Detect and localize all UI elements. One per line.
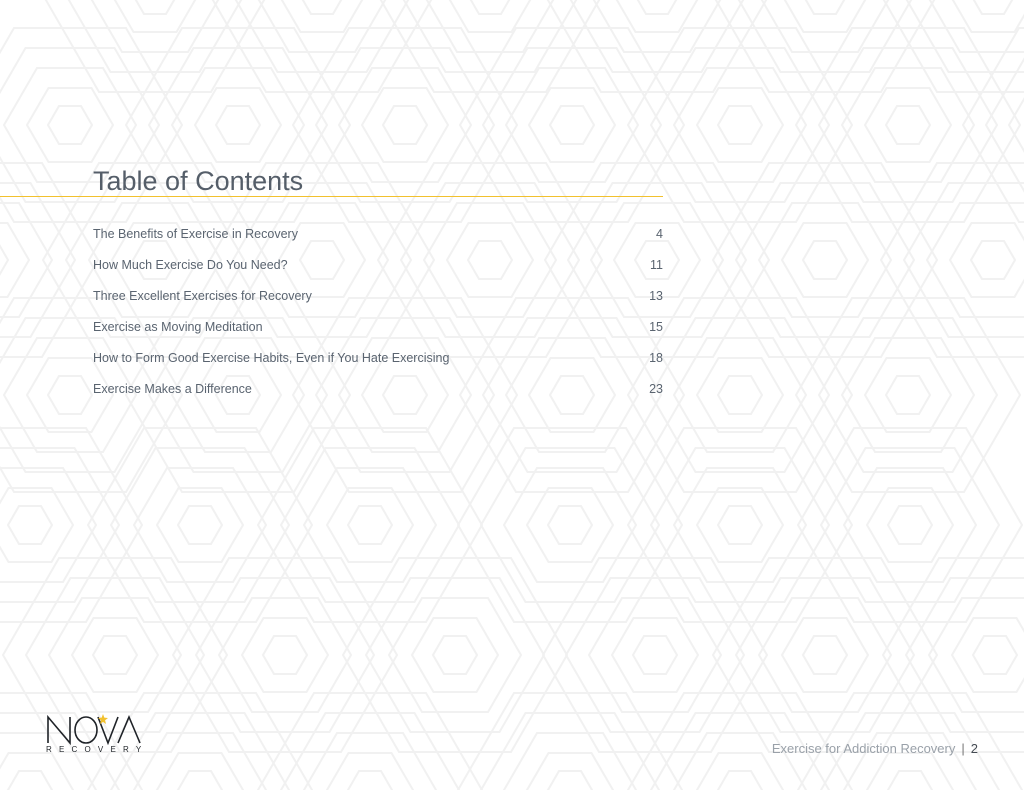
- toc-entry[interactable]: [93, 311, 663, 342]
- toc-entry[interactable]: [93, 218, 663, 249]
- footer-document-title: Exercise for Addiction Recovery: [771, 741, 956, 756]
- toc-entry[interactable]: [93, 373, 663, 404]
- toc-entry-title: Exercise as Moving Meditation: [93, 319, 263, 334]
- toc-entry-title: Three Excellent Exercises for Recovery: [93, 288, 312, 303]
- toc-entry-page: 11: [650, 257, 663, 272]
- toc-entry-page: 15: [649, 319, 663, 334]
- toc-entry-page: 4: [656, 226, 663, 241]
- title-divider: [0, 196, 663, 197]
- toc-entry-page: 18: [649, 350, 663, 365]
- toc-entry-title: How to Form Good Exercise Habits, Even if You Hate Exercising: [93, 350, 450, 365]
- toc-entry-title: Exercise Makes a Difference: [93, 381, 252, 396]
- toc-entry[interactable]: [93, 342, 663, 373]
- toc-list: [93, 218, 663, 404]
- toc-entry-title: How Much Exercise Do You Need?: [93, 257, 288, 272]
- toc-entry[interactable]: [93, 280, 663, 311]
- page-footer: [772, 741, 978, 756]
- footer-page-number: 2: [970, 741, 978, 756]
- logo-subtitle: RECOVERY: [46, 745, 149, 754]
- footer-separator: |: [961, 741, 965, 756]
- toc-title: Table of Contents: [93, 166, 304, 196]
- toc-entry-title: The Benefits of Exercise in Recovery: [93, 226, 298, 241]
- nova-recovery-logo: [46, 713, 149, 761]
- nova-logo-mark: [46, 713, 142, 745]
- toc-entry-page: 13: [649, 288, 663, 303]
- toc-entry[interactable]: [93, 249, 663, 280]
- toc-entry-page: 23: [649, 381, 663, 396]
